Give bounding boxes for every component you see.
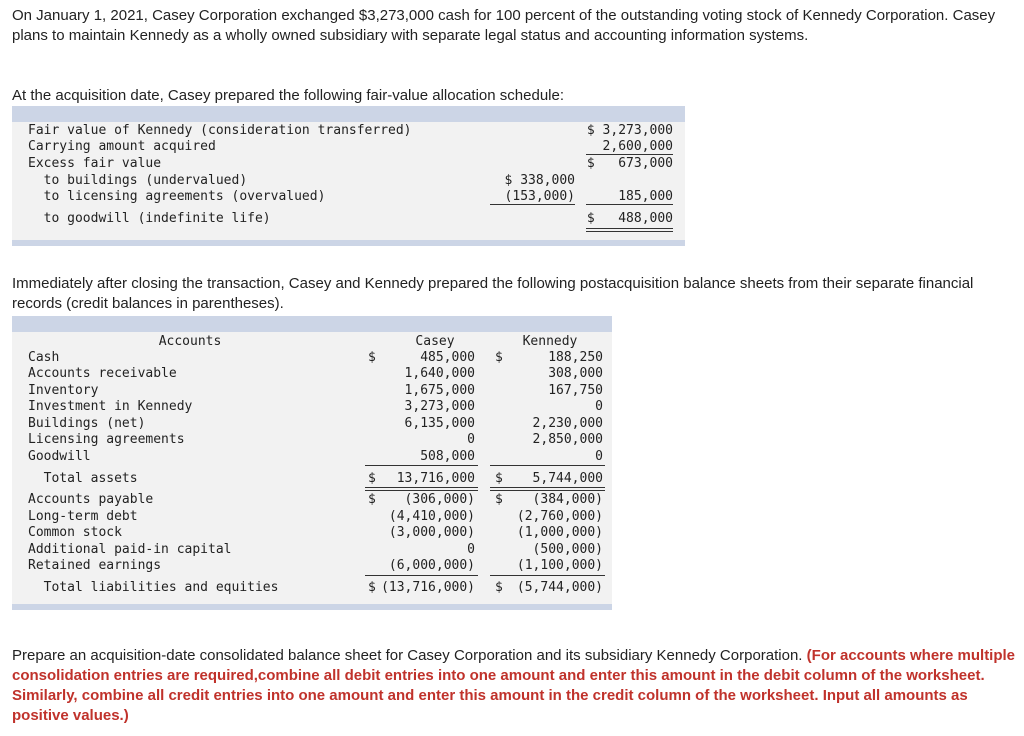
schedule-row-label: Excess fair value [28, 156, 162, 171]
kennedy-amount: (384,000) [532, 492, 603, 507]
header-kennedy: Kennedy [522, 334, 578, 349]
casey-dollar-sign: $ [368, 471, 376, 486]
schedule-row-label: Carrying amount acquired [28, 139, 216, 154]
header-casey: Casey [415, 334, 455, 349]
balance-row-label: Additional paid-in capital [28, 542, 232, 557]
balance-row-label: Total assets [28, 471, 138, 486]
balance-row-label: Licensing agreements [28, 432, 185, 447]
kennedy-dollar-sign: $ [495, 471, 503, 486]
kennedy-amount: (5,744,000) [516, 580, 603, 595]
balance-row-label: Inventory [28, 383, 99, 398]
kennedy-amount: 308,000 [548, 366, 603, 381]
balance-row-label: Total liabilities and equities [28, 580, 279, 595]
schedule-double-underline [586, 228, 673, 229]
schedule-row-subtotal: $ 338,000 [504, 173, 575, 188]
schedule-row-amount: 185,000 [618, 189, 673, 204]
kennedy-amount: (1,100,000) [516, 558, 603, 573]
kennedy-amount: 0 [595, 399, 603, 414]
balance-double-underline [490, 487, 605, 488]
instruction-text: Prepare an acquisition-date consolidated balance sheet for Casey Corporation and its subsidiary Kennedy Corporation. [12, 647, 803, 664]
schedule-row-amount: $ 488,000 [586, 211, 673, 226]
balance-underline [490, 465, 605, 466]
balance-bottom-bar [12, 604, 612, 610]
schedule-row-label: Fair value of Kennedy (consideration transferred) [28, 123, 412, 138]
balance-double-underline [365, 490, 478, 491]
casey-amount: (6,000,000) [388, 558, 475, 573]
schedule-row-label: to licensing agreements (overvalued) [28, 189, 326, 204]
kennedy-amount: 0 [595, 449, 603, 464]
balance-row-label: Goodwill [28, 449, 91, 464]
schedule-top-bar [12, 106, 685, 122]
kennedy-dollar-sign: $ [495, 580, 503, 595]
kennedy-amount: 5,744,000 [532, 471, 603, 486]
casey-amount: 1,640,000 [404, 366, 475, 381]
schedule-row-amount: 2,600,000 [602, 139, 673, 154]
kennedy-amount: (500,000) [532, 542, 603, 557]
casey-amount: 508,000 [420, 449, 475, 464]
schedule-bottom-bar [12, 240, 685, 246]
balance-row-label: Cash [28, 350, 60, 365]
kennedy-dollar-sign: $ [495, 350, 503, 365]
balance-row-label: Buildings (net) [28, 416, 146, 431]
casey-amount: 485,000 [420, 350, 475, 365]
balance-underline [490, 575, 605, 576]
schedule-underline [586, 204, 673, 205]
header-accounts: Accounts [158, 334, 222, 349]
kennedy-amount: 2,230,000 [532, 416, 603, 431]
casey-amount: 6,135,000 [404, 416, 475, 431]
balance-row-label: Accounts payable [28, 492, 154, 507]
schedule-row-amount: $ 673,000 [586, 156, 673, 171]
instruction-emphasis: (For accounts where multiple consolidation entries are required,combine all debit entries into one amount and enter this amount in the debit column of the worksheet. Similarly, combine all credit entries into one amount and enter this amount in the credit column of the worksheet. Input all amounts as positive values.) [12, 647, 1016, 724]
intro-paragraph: On January 1, 2021, Casey Corporation exchanged $3,273,000 cash for 100 percent of the outstanding voting stock of Kennedy Corporation. Casey plans to maintain Kennedy as a wholly owned subsidiary with separate legal status and accounting information systems. [12, 7, 996, 44]
casey-amount: (306,000) [404, 492, 475, 507]
casey-amount: (4,410,000) [388, 509, 475, 524]
kennedy-amount: (1,000,000) [516, 525, 603, 540]
kennedy-amount: 2,850,000 [532, 432, 603, 447]
balance-double-underline [490, 490, 605, 491]
schedule-row-subtotal: (153,000) [504, 189, 575, 204]
casey-dollar-sign: $ [368, 580, 376, 595]
casey-dollar-sign: $ [368, 492, 376, 507]
casey-amount: 13,716,000 [396, 471, 475, 486]
schedule-row-amount: $ 3,273,000 [586, 123, 673, 138]
balance-underline [365, 465, 478, 466]
schedule-underline [490, 204, 575, 205]
schedule-row-label: to buildings (undervalued) [28, 173, 248, 188]
kennedy-amount: 188,250 [548, 350, 603, 365]
balance-intro: Immediately after closing the transaction, Casey and Kennedy prepared the following postacquisition balance sheets from their separate financial records (credit balances in parentheses). [12, 275, 974, 312]
balance-row-label: Long-term debt [28, 509, 138, 524]
kennedy-dollar-sign: $ [495, 492, 503, 507]
balance-row-label: Investment in Kennedy [28, 399, 193, 414]
casey-dollar-sign: $ [368, 350, 376, 365]
casey-amount: 0 [467, 542, 475, 557]
balance-row-label: Common stock [28, 525, 122, 540]
casey-amount: 1,675,000 [404, 383, 475, 398]
balance-row-label: Retained earnings [28, 558, 162, 573]
balance-underline [365, 575, 478, 576]
casey-amount: (13,716,000) [381, 580, 475, 595]
schedule-row-label: to goodwill (indefinite life) [28, 211, 271, 226]
balance-top-bar [12, 316, 612, 332]
casey-amount: 3,273,000 [404, 399, 475, 414]
balance-double-underline [365, 487, 478, 488]
casey-amount: (3,000,000) [388, 525, 475, 540]
kennedy-amount: (2,760,000) [516, 509, 603, 524]
balance-row-label: Accounts receivable [28, 366, 177, 381]
schedule-underline [586, 154, 673, 155]
kennedy-amount: 167,750 [548, 383, 603, 398]
instruction [12, 646, 1020, 726]
schedule-intro: At the acquisition date, Casey prepared the following fair-value allocation schedule: [12, 87, 564, 104]
schedule-double-underline [586, 231, 673, 232]
casey-amount: 0 [467, 432, 475, 447]
